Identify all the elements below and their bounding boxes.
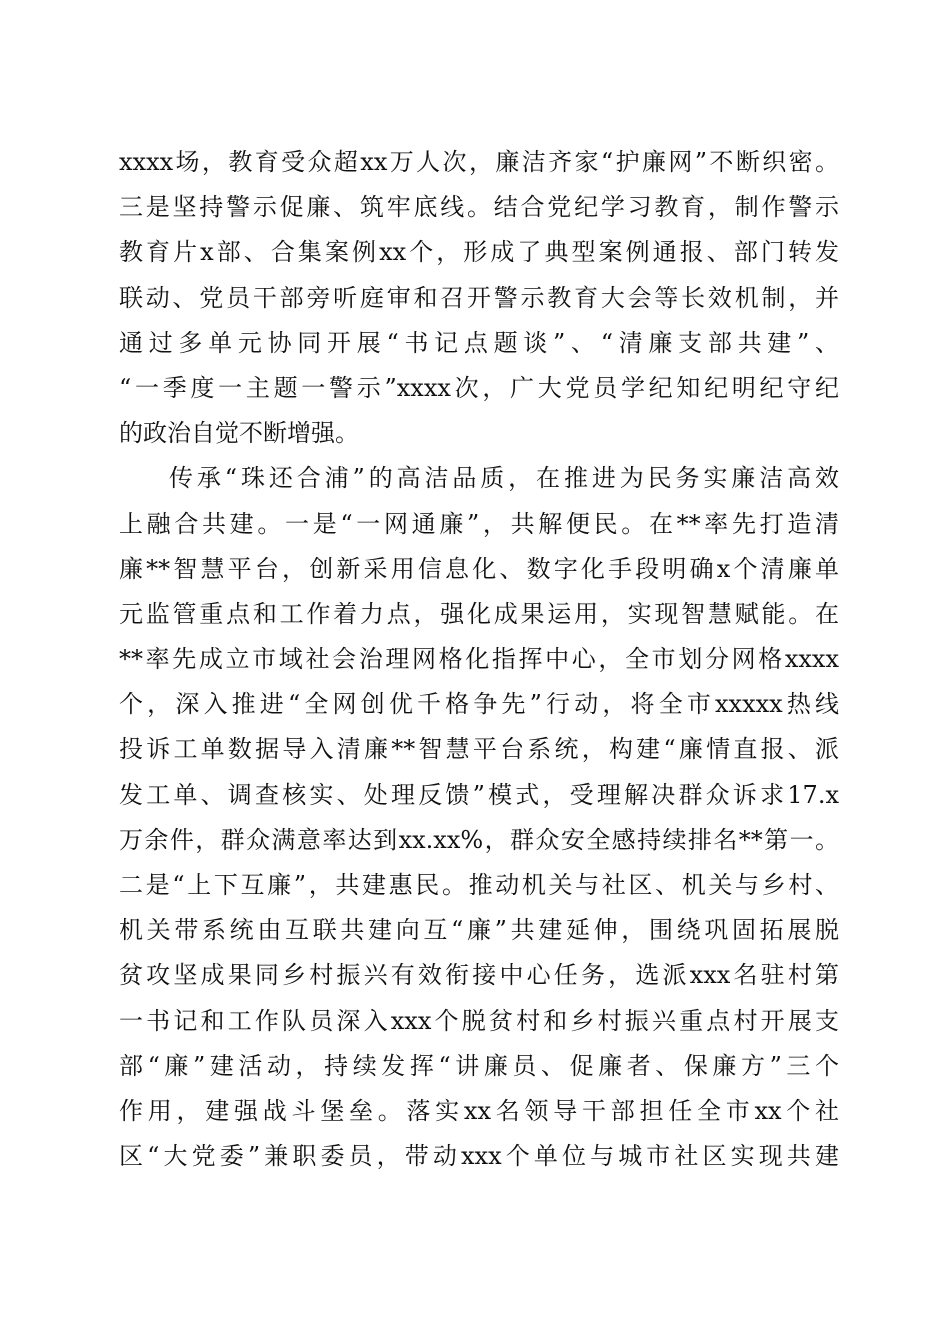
text-line: 廉**智慧平台，创新采用信息化、数字化手段明确x个清廉单 — [119, 554, 839, 583]
text-line: 投诉工单数据导入清廉**智慧平台系统，构建“廉情直报、派 — [119, 735, 839, 764]
text-line: 作用，建强战斗堡垒。落实xx名领导干部担任全市xx个社 — [119, 1096, 839, 1125]
text-line: “一季度一主题一警示”xxxx次，广大党员学纪知纪明纪守纪 — [119, 373, 839, 402]
text-line: 万余件，群众满意率达到xx.xx%，群众安全感持续排名**第一。 — [119, 825, 839, 854]
text-line: 教育片x部、合集案例xx个，形成了典型案例通报、部门转发 — [119, 238, 839, 267]
paragraph-end-line: 的政治自觉不断增强。 — [119, 419, 359, 448]
text-line: 元监管重点和工作着力点，强化成果运用，实现智慧赋能。在 — [119, 599, 839, 628]
text-line: **率先成立市域社会治理网格化指挥中心，全市划分网格xxxx — [119, 645, 839, 674]
text-line: 一书记和工作队员深入xxx个脱贫村和乡村振兴重点村开展支 — [119, 1006, 839, 1035]
text-line: 三是坚持警示促廉、筑牢底线。结合党纪学习教育，制作警示 — [119, 193, 839, 222]
text-line: 联动、党员干部旁听庭审和召开警示教育大会等长效机制，并 — [119, 283, 839, 312]
paragraph-first-line: 传承“珠还合浦”的高洁品质，在推进为民务实廉洁高效 — [169, 464, 839, 493]
body-text — [119, 140, 839, 1179]
text-line: 区“大党委”兼职委员，带动xxx个单位与城市社区实现共建 — [119, 1142, 839, 1171]
text-line: 部“廉”建活动，持续发挥“讲廉员、促廉者、保廉方”三个 — [119, 1051, 839, 1080]
text-line: 通过多单元协同开展“书记点题谈”、“清廉支部共建”、 — [119, 328, 839, 357]
text-line: 发工单、调查核实、处理反馈”模式，受理解决群众诉求17.x — [119, 780, 839, 809]
text-line: 贫攻坚成果同乡村振兴有效衔接中心任务，选派xxx名驻村第 — [119, 961, 839, 990]
text-line: xxxx场，教育受众超xx万人次，廉洁齐家“护廉网”不断织密。 — [119, 148, 839, 176]
text-line: 上融合共建。一是“一网通廉”，共解便民。在**率先打造清 — [119, 509, 839, 538]
text-line: 二是“上下互廉”，共建惠民。推动机关与社区、机关与乡村、 — [119, 871, 839, 899]
text-line: 机关带系统由互联共建向互“廉”共建延伸，围绕巩固拓展脱 — [119, 916, 839, 945]
text-line: 个，深入推进“全网创优千格争先”行动，将全市xxxxx热线 — [119, 690, 839, 719]
